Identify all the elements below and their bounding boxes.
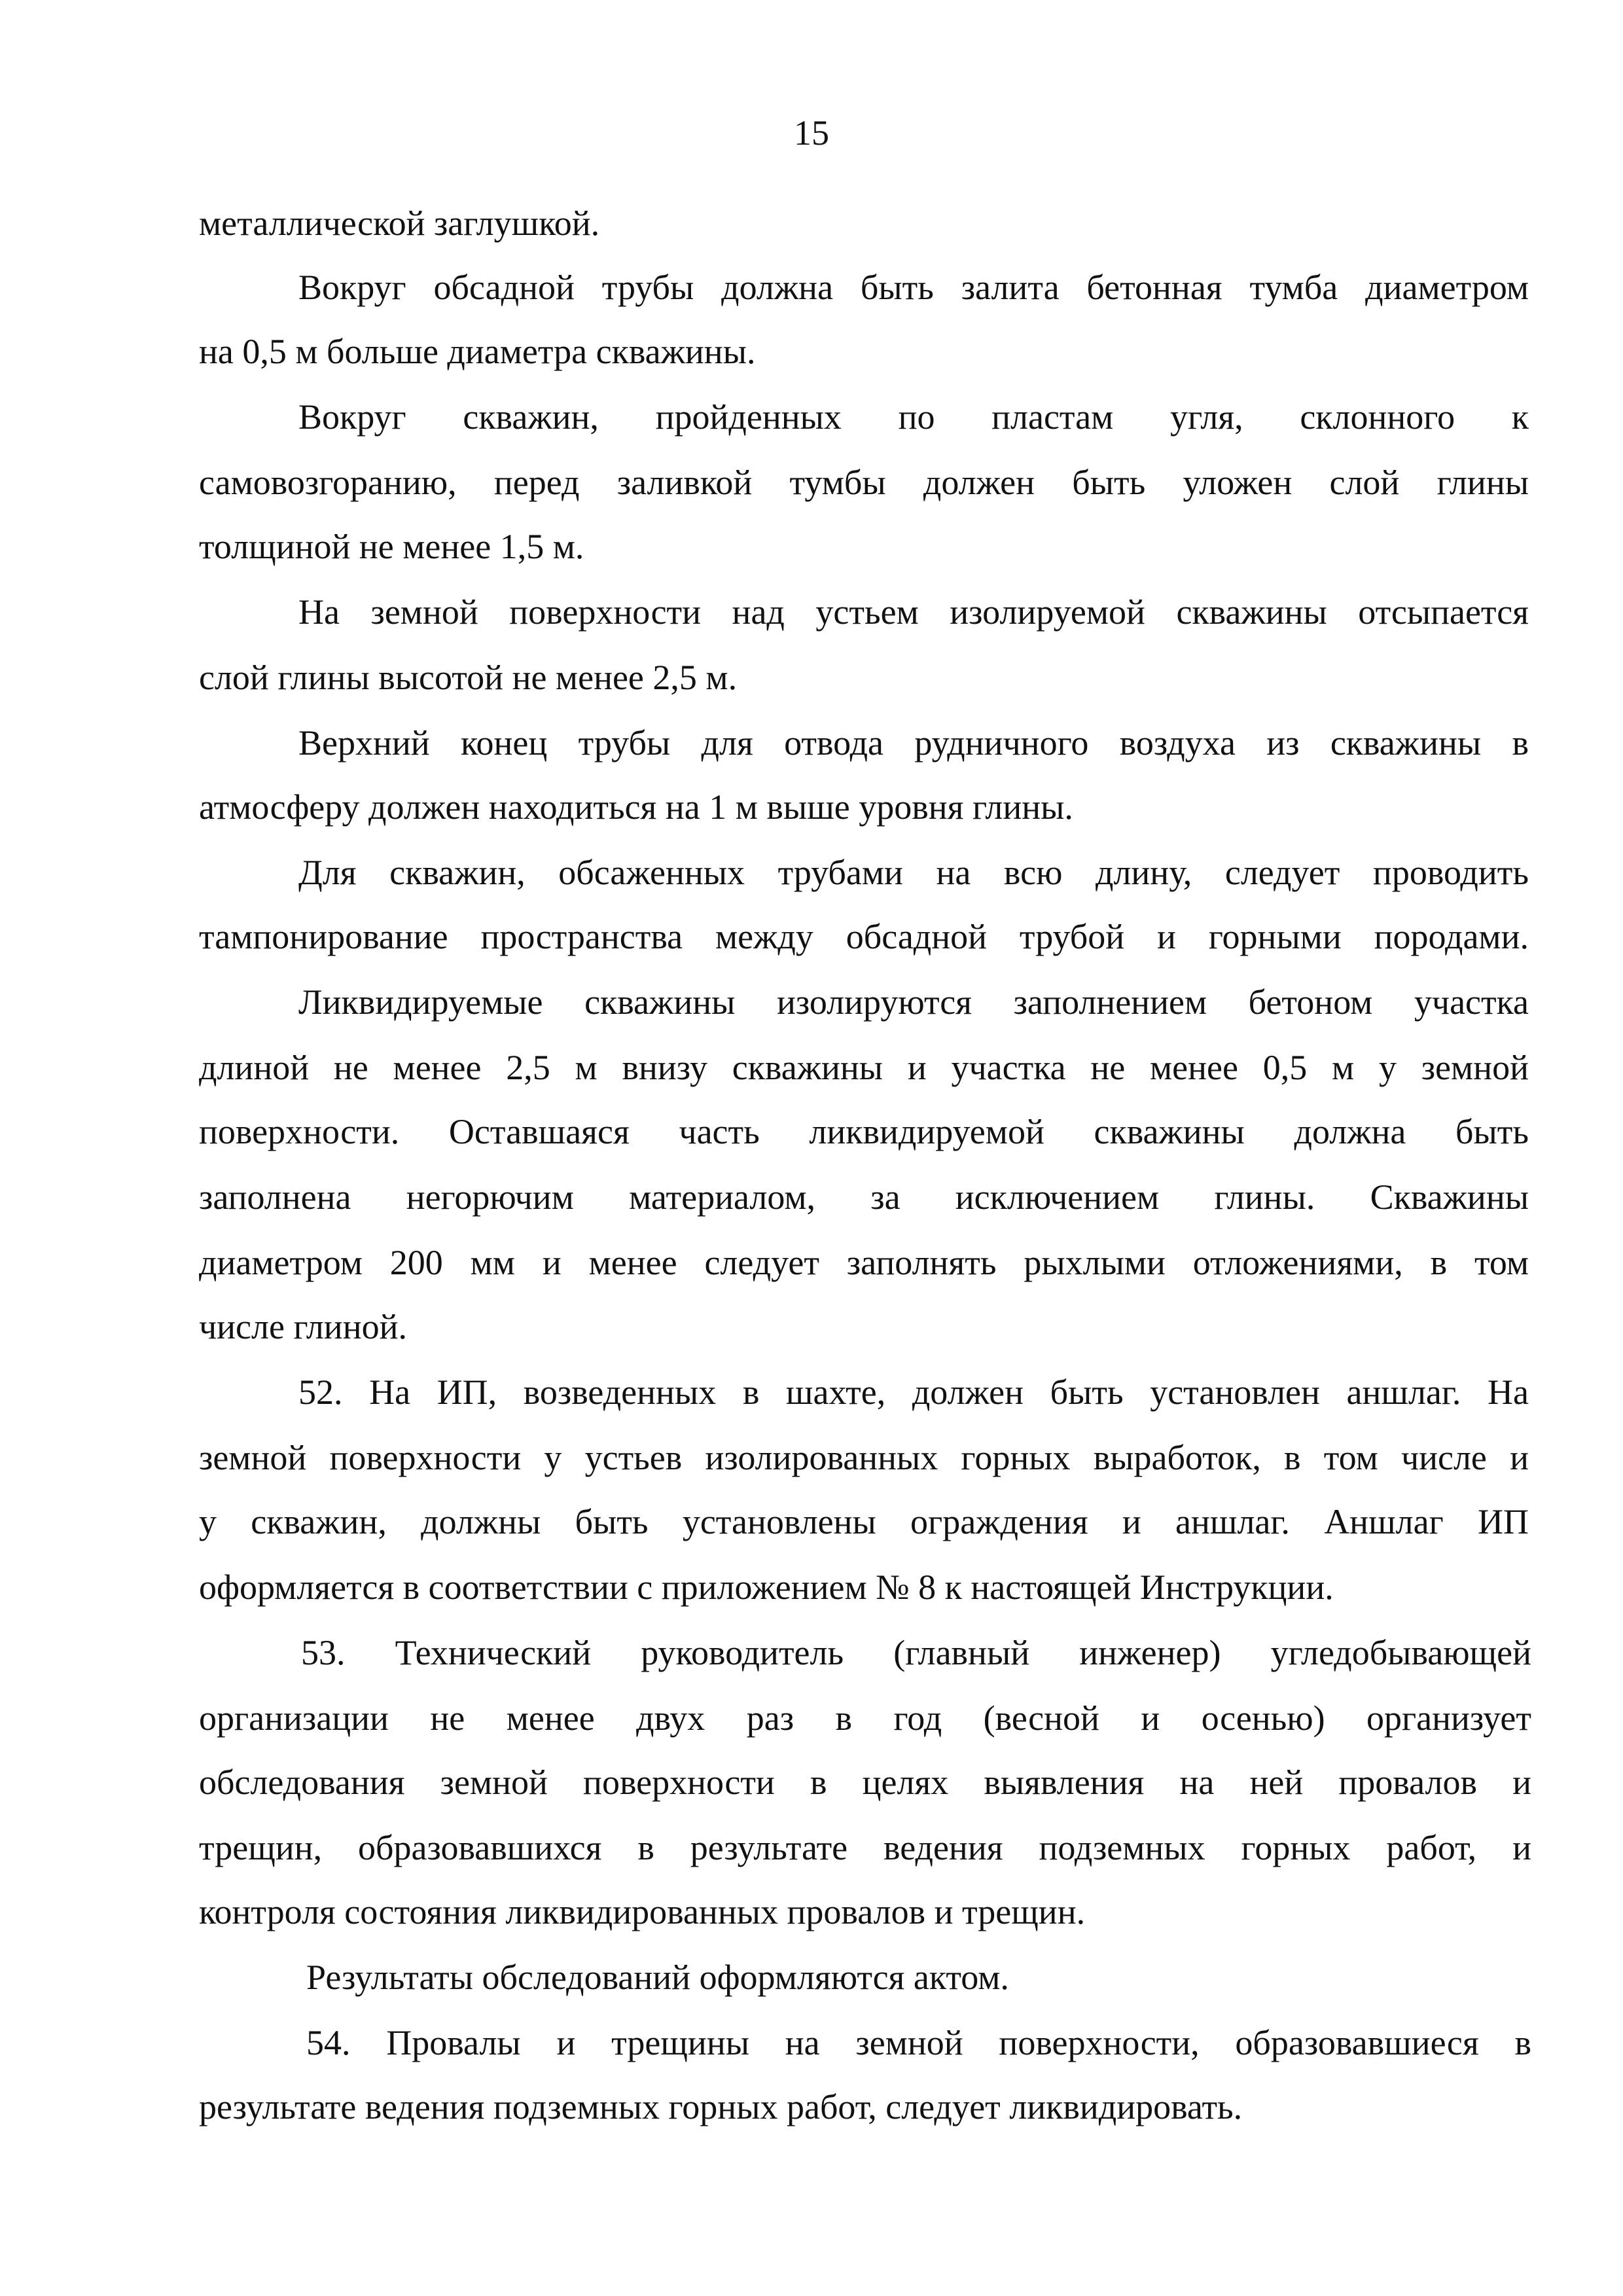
text-line-20: земной поверхности у устьев изолированных горных выработок, в том числе и bbox=[199, 1438, 1529, 1477]
text-line-5: самовозгоранию, перед заливкой тумбы должен быть уложен слой глины bbox=[199, 463, 1529, 502]
text-line-29: 54. Провалы и трещины на земной поверхности, образовавшиеся в bbox=[306, 2023, 1531, 2062]
text-line-17: диаметром 200 мм и менее следует заполнять рыхлыми отложениями, в том bbox=[199, 1243, 1529, 1282]
text-line-1: металлической заглушкой. bbox=[199, 204, 600, 243]
text-line-13: Ликвидируемые скважины изолируются заполнением бетоном участка bbox=[298, 982, 1529, 1022]
text-line-21: у скважин, должны быть установлены ограждения и аншлаг. Аншлаг ИП bbox=[199, 1502, 1529, 1541]
text-line-6: толщиной не менее 1,5 м. bbox=[199, 527, 584, 566]
text-line-9: Верхний конец трубы для отвода рудничного воздуха из скважины в bbox=[298, 723, 1529, 762]
text-line-27: контроля состояния ликвидированных провалов и трещин. bbox=[199, 1892, 1086, 1931]
page-number: 15 bbox=[794, 113, 829, 152]
text-line-22: оформляется в соответствии с приложением № 8 к настоящей Инструкции. bbox=[199, 1568, 1334, 1607]
text-line-24: организации не менее двух раз в год (весной и осенью) организует bbox=[199, 1698, 1531, 1738]
text-line-12: тампонирование пространства между обсадной трубой и горными породами. bbox=[199, 917, 1529, 956]
text-line-28: Результаты обследований оформляются актом. bbox=[306, 1958, 1009, 1997]
text-line-15: поверхности. Оставшаяся часть ликвидируемой скважины должна быть bbox=[199, 1112, 1529, 1151]
text-line-19: 52. На ИП, возведенных в шахте, должен быть установлен аншлаг. На bbox=[298, 1372, 1529, 1412]
text-line-8: слой глины высотой не менее 2,5 м. bbox=[199, 658, 738, 697]
text-line-14: длиной не менее 2,5 м внизу скважины и участка не менее 0,5 м у земной bbox=[199, 1048, 1529, 1087]
text-line-23: 53. Технический руководитель (главный инженер) угледобывающей bbox=[301, 1633, 1531, 1672]
text-line-26: трещин, образовавшихся в результате ведения подземных горных работ, и bbox=[199, 1828, 1531, 1867]
text-line-3: на 0,5 м больше диаметра скважины. bbox=[199, 332, 756, 371]
text-line-30: результате ведения подземных горных работ, следует ликвидировать. bbox=[199, 2087, 1243, 2126]
text-line-18: числе глиной. bbox=[199, 1307, 407, 1346]
text-line-25: обследования земной поверхности в целях выявления на ней провалов и bbox=[199, 1763, 1531, 1802]
text-line-11: Для скважин, обсаженных трубами на всю длину, следует проводить bbox=[298, 853, 1529, 892]
text-line-10: атмосферу должен находиться на 1 м выше уровня глины. bbox=[199, 787, 1073, 827]
text-line-2: Вокруг обсадной трубы должна быть залита бетонная тумба диаметром bbox=[298, 268, 1529, 307]
text-line-16: заполнена негорючим материалом, за исключением глины. Скважины bbox=[199, 1177, 1529, 1217]
text-line-7: На земной поверхности над устьем изолируемой скважины отсыпается bbox=[298, 592, 1529, 632]
text-line-4: Вокруг скважин, пройденных по пластам угля, склонного к bbox=[298, 397, 1529, 437]
